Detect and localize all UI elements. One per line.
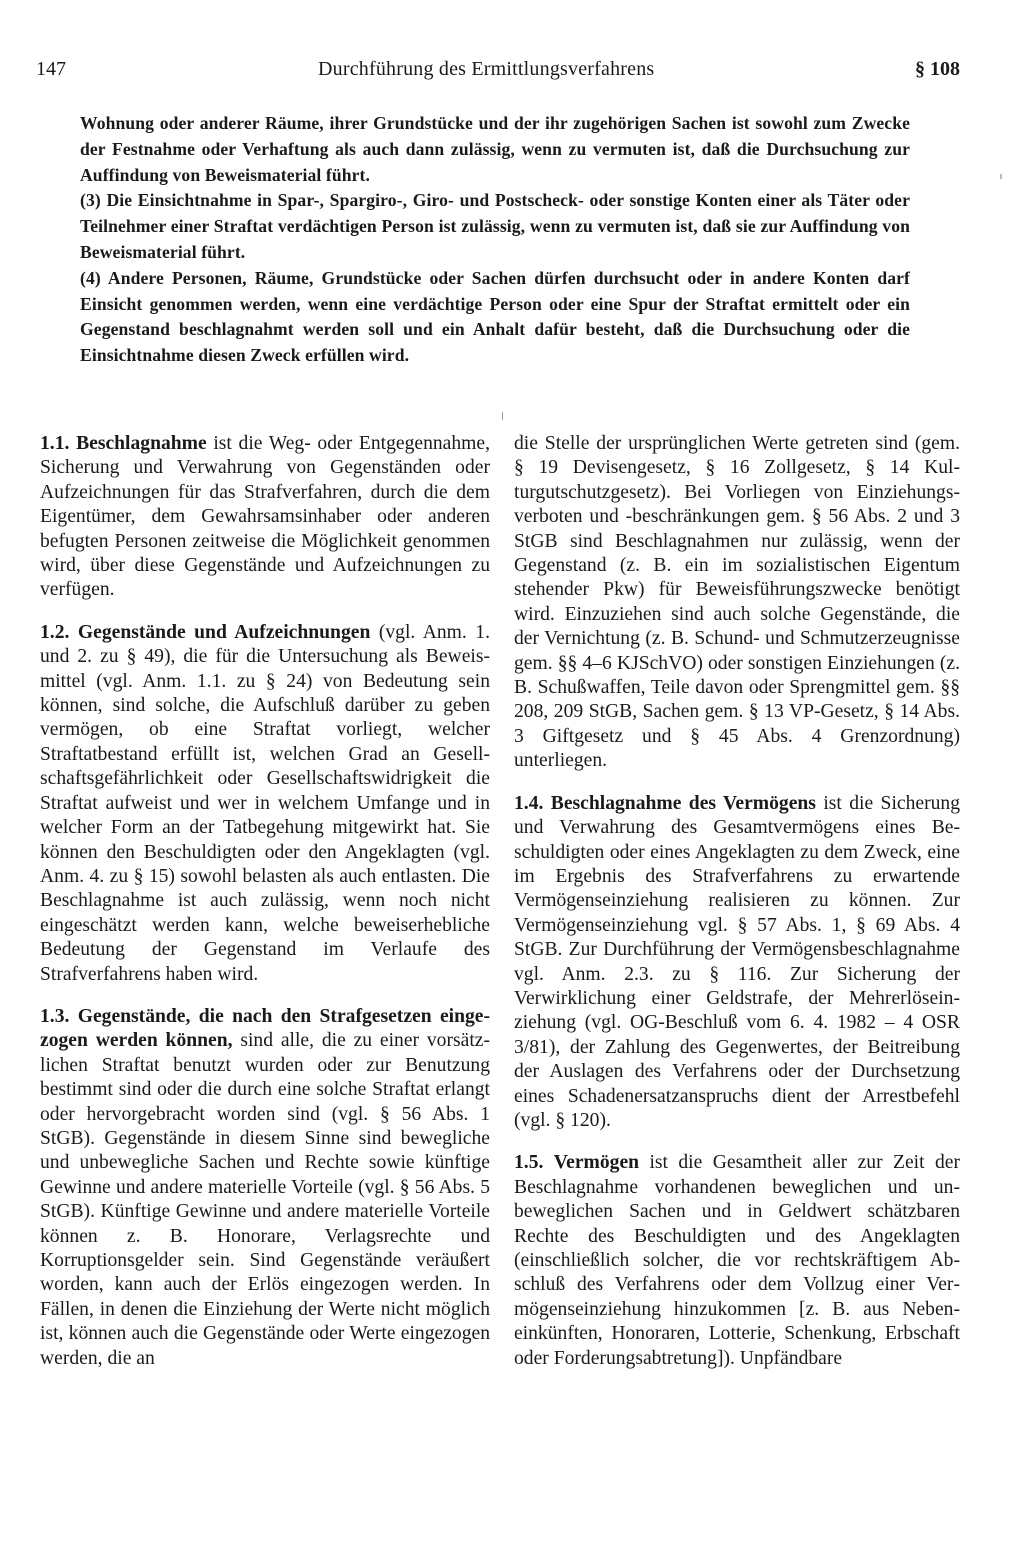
annotation-text: ist die Weg- oder Entgegennahme, Sicherung und Verwahrung von Gegenständen oder Aufzeichnungen für das Strafverfahren, durch die dem Eigentümer, dem Gewahrsamsinhaber oder anderen befugten Personen zeitweise die Möglichkeit genommen wird, über diese Gegenstände und Aufzeichnungen zu verfügen.: [40, 433, 490, 601]
annotation-1-3-continuation: die Stelle der ursprünglichen Werte getreten sind (gem. § 19 Devisengesetz, § 16 Zollgesetz, § 14 Kulturgutschutzgesetz). Bei Vorliegen von Einziehungsverboten und -beschränkungen gem. § 56 Abs. 2 und 3 StGB sind Beschlagnahmen nur zulässig, wenn der Gegenstand (z. B. ein im sozialistischen Eigentum stehender Pkw) für Beweisführungszwecke benötigt wird. Einzuziehen sind auch solche Gegenstände, die der Vernichtung (z. B. Schund- und Schmutzerzeugnisse gem. §§ 4–6 KJSchVO) oder sonstigen Einziehungen (z. B. Schußwaffen, Teile davon oder Sprengmittel gem. §§ 208, 209 StGB, Sachen gem. § 13 VP-Gesetz, § 14 Abs. 3 Giftgesetz und § 45 Abs. 4 Grenzordnung) unterliegen.: [514, 433, 960, 772]
statute-paragraph-2-continuation: Wohnung oder anderer Räume, ihrer Grundstücke und der ihr zugehörigen Sachen ist sowohl zum Zwecke der Festnahme oder Verhaftung als auch dann zulässig, wenn zu vermuten ist, daß die Durchsuchung zur Auffindung von Beweismaterial führt.: [80, 113, 910, 185]
annotation-term: Beschlagnahme des Vermögens: [550, 792, 816, 814]
annotation-number: 1.4.: [514, 792, 544, 814]
annotation-term: Gegenstände, die nach den Strafgesetzen eingezogen werden können,: [40, 1005, 491, 1052]
page-header: [36, 58, 960, 86]
statute-paragraph-3: (3) Die Einsichtnahme in Spar-, Spargiro-, Giro- und Postscheck- oder sonstige Konten einer als Täter oder Teilnehmer einer Straftat verdächtigen Person ist zulässig, wenn zu vermuten ist, daß sie zur Auffindung von Beweismaterial führt.: [80, 190, 910, 262]
column-divider-mark: [502, 412, 503, 420]
annotation-1-1: [40, 432, 490, 603]
annotation-term: Beschlagnahme: [76, 433, 207, 454]
annotation-column-right: [514, 432, 960, 1389]
annotation-text: (vgl. Anm. 1. und 2. zu § 49), die für die Untersuchung als Beweismittel (vgl. Anm. 1.1. zu § 24) von Bedeutung sein können, sind solche, die Aufschluß darüber zu geben vermögen, ob eine Straftat vorliegt, welcher Straftatbestand erfüllt ist, welchen Grad an Gesellschaftsgefährlichkeit oder Gesellschaftswidrigkeit die Straftat aufweist und wer in welchem Umfange und in welcher Form an der Tatbegehung mitgewirkt hat. Sie können den Beschuldigten oder den Angeklagten (vgl. Anm. 4. zu § 15) sowohl belasten als auch entlasten. Die Beschlagnahme ist auch zulässig, wenn noch nicht eingeschätzt werden kann, welche beweiserhebliche Bedeutung der Gegenstand im Verlaufe des Strafverfahrens haben wird.: [40, 621, 490, 985]
annotation-column-left: [40, 432, 490, 1389]
annotation-text: sind alle, die zu einer vorsätzlichen Straftat benutzt wurden oder zur Benutzung bestimmt sind oder die durch eine solche Straftat erlangt oder hervorgebracht worden sind (vgl. § 56 Abs. 1 StGB). Gegenstände in diesem Sinne sind bewegliche und unbewegliche Sachen und Rechte sowie künftige Gewinne und andere materielle Vorteile (vgl. § 56 Abs. 5 StGB). Künftige Gewinne und andere materielle Vorteile können z. B. Honorare, Verlagsrechte und Korruptionsgelder sein. Sind Gegenstände veräußert worden, kann auch der Erlös eingezogen werden. In Fällen, in denen die Einziehung der Werte nicht möglich ist, können auch die Gegenstände oder Werte eingezogen werden, die an: [40, 1030, 491, 1369]
page-number: 147: [36, 58, 66, 80]
statute-text: [80, 111, 910, 369]
statute-paragraph-4: (4) Andere Personen, Räume, Grundstücke oder Sachen dürfen durchsucht oder in andere Konten darf Einsicht genommen werden, wenn eine verdächtige Person oder eine Spur der Straftat ermittelt oder ein Gegenstand beschlagnahmt werden soll und ein Anhalt dafür besteht, daß die Durchsuchung oder die Einsichtnahme diesen Zweck erfüllen wird.: [80, 267, 910, 366]
running-title: Durchführung des Ermittlungsverfahrens: [318, 58, 655, 80]
annotation-number: 1.5.: [514, 1152, 544, 1174]
annotation-number: 1.3.: [40, 1005, 70, 1027]
section-reference: § 108: [915, 58, 960, 80]
annotation-number: 1.1.: [40, 433, 70, 454]
annotation-text: ist die Gesamtheit aller zur Zeit der Beschlagnahme vorhandenen beweglichen und unbeweglichen Sachen und in Geldwert schätzbaren Rechte des Beschuldigten und des Angeklagten (einschließlich solcher, die vor rechtskräftigem Abschluß des Verfahrens oder dem Vollzug einer Vermögenseinziehung hinzukommen [z. B. aus Nebeneinkünften, Honoraren, Lotterie, Schenkung, Erbschaft oder Forderungsabtretung]). Unpfändbare: [514, 1152, 960, 1369]
annotation-text: ist die Sicherung und Verwahrung des Gesamtvermögens eines Beschuldigten oder eines Angeklagten zu dem Zweck, eine im Ergebnis des Strafverfahrens zu erwartende Vermögenseinziehung realisieren zu können. Zur Vermögenseinziehung vgl. § 57 Abs. 1, § 69 Abs. 4 StGB. Zur Durchführung der Vermögensbeschlagnahme vgl. Anm. 2.3. zu § 116. Zur Sicherung der Verwirklichung einer Geldstrafe, der Mehrerlöseinziehung (vgl. OG-Beschluß vom 6. 4. 1982 – 4 OSR 3/81), der Zahlung des Gegenwertes, der Beitreibung der Auslagen des Verfahrens oder der Durchsetzung eines Schadenersatzanspruchs dient der Arrestbefehl (vgl. § 120).: [514, 792, 960, 1131]
annotation-1-4: [514, 792, 960, 1134]
annotation-1-5: [514, 1151, 960, 1371]
annotation-number: 1.2.: [40, 621, 70, 643]
annotation-1-3: [40, 1005, 490, 1371]
annotation-term: Vermögen: [553, 1152, 640, 1174]
annotation-term: Gegenstände und Aufzeichnungen: [77, 621, 371, 643]
scan-speck: [1000, 174, 1002, 179]
annotation-1-2: [40, 621, 490, 987]
